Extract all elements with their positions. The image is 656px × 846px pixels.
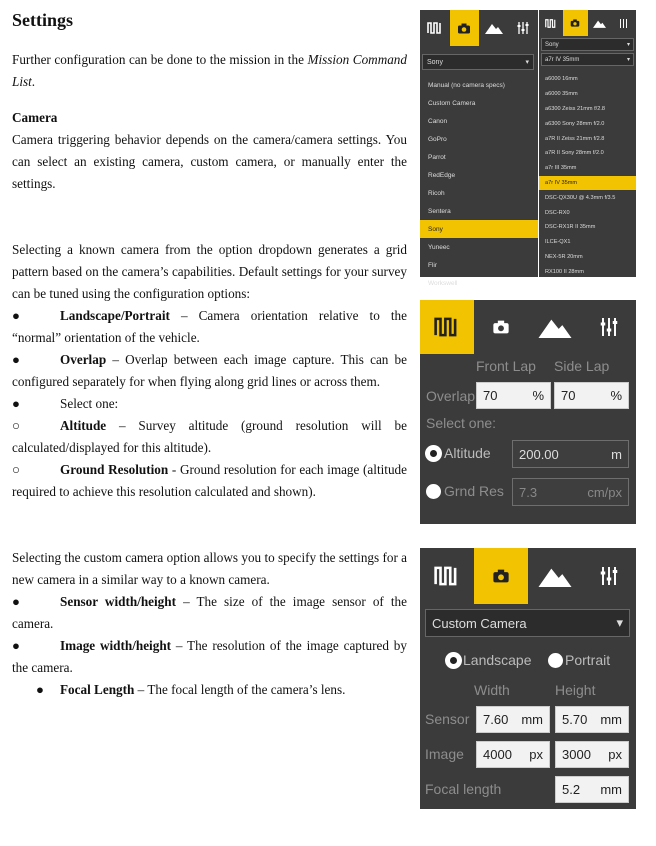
tab-survey[interactable] xyxy=(420,548,474,604)
tab-camera[interactable] xyxy=(474,548,528,604)
list-item[interactable]: Flir xyxy=(428,261,438,269)
tab-sliders[interactable] xyxy=(509,10,539,46)
camera-icon xyxy=(492,320,510,334)
focal-length-input[interactable]: 5.2 mm xyxy=(555,776,629,803)
tab-terrain[interactable] xyxy=(479,10,509,46)
camera-icon xyxy=(457,23,471,34)
grnd-res-radio[interactable]: Grnd Res xyxy=(426,483,504,499)
focal-length-label: Focal length xyxy=(425,781,502,797)
camera-icon xyxy=(570,19,580,27)
tab-survey[interactable] xyxy=(420,300,474,354)
page-title: Settings xyxy=(12,10,74,30)
list-item[interactable]: a6000 16mm xyxy=(545,76,578,83)
custom-camera-section xyxy=(12,547,407,701)
list-item[interactable]: Sony xyxy=(420,220,538,238)
list-item: ● Sensor width/height – The size of the image sensor of the camera. xyxy=(12,594,407,631)
tab-sliders[interactable] xyxy=(582,548,636,604)
camera-brand-list xyxy=(420,76,538,292)
front-lap-label: Front Lap xyxy=(476,358,536,374)
camera-section xyxy=(12,107,407,195)
list-item: ● Overlap – Overlap between each image capture. This can be configured separately for when flying along grid lines or across them. xyxy=(12,352,407,389)
sliders-icon xyxy=(619,19,628,28)
sliders-icon xyxy=(600,566,618,586)
list-item[interactable]: DSC-RX0 xyxy=(545,209,570,216)
front-lap-input[interactable]: 70 % xyxy=(476,382,551,409)
radio-selected-icon xyxy=(446,653,461,668)
sensor-height-input[interactable]: 5.70 mm xyxy=(555,706,629,733)
sliders-icon xyxy=(600,317,618,337)
intro-paragraph: Further configuration can be done to the mission in the Mission Command List. xyxy=(12,52,407,89)
height-label: Height xyxy=(555,682,596,698)
camera-type-dropdown[interactable]: Custom Camera ▾ xyxy=(425,609,630,637)
portrait-radio[interactable]: Portrait xyxy=(548,652,610,668)
terrain-icon xyxy=(538,316,572,338)
landscape-radio[interactable]: Landscape xyxy=(446,652,532,668)
camera-brand-dropdown[interactable]: Sony ▾ xyxy=(422,54,534,70)
list-item[interactable]: Ricoh xyxy=(428,189,445,197)
image-width-input[interactable]: 4000 px xyxy=(476,741,550,768)
list-item[interactable]: RedEdge xyxy=(428,171,456,179)
camera-model-dropdown[interactable]: a7r IV 35mm ▾ xyxy=(541,53,634,66)
grnd-res-input[interactable]: 7.3 cm/px xyxy=(512,478,629,506)
list-item[interactable]: DSC-QX30U @ 4.3mm f/3.5 xyxy=(545,194,616,201)
tab-survey[interactable] xyxy=(539,10,563,36)
list-item[interactable]: Canon xyxy=(428,117,448,125)
list-item[interactable]: a6300 Sony 28mm f/2.0 xyxy=(545,120,605,127)
custom-camera-panel xyxy=(420,548,636,809)
list-item[interactable]: a6300 Zeiss 21mm f/2.8 xyxy=(545,105,606,112)
chevron-down-icon: ▾ xyxy=(525,59,529,66)
tab-survey[interactable] xyxy=(420,10,450,46)
terrain-icon xyxy=(593,19,606,28)
chevron-down-icon: ▾ xyxy=(616,615,623,630)
list-item[interactable]: a6000 35mm xyxy=(545,91,578,98)
list-item[interactable]: GoPro xyxy=(428,135,447,143)
camera-icon xyxy=(492,569,510,583)
radio-unselected-icon xyxy=(548,653,563,668)
sliders-icon xyxy=(517,22,529,34)
mission-command-list-ref: Mission Command List xyxy=(12,52,407,89)
tab-sliders[interactable] xyxy=(612,10,636,36)
image-label: Image xyxy=(425,746,464,762)
known-camera-paragraph: Selecting a known camera from the option dropdown generates a grid pattern based on the camera’s capabilities. Default settings for your survey can be tuned using the configuration options: xyxy=(12,242,407,301)
camera-heading: Camera xyxy=(12,110,58,125)
survey-pattern-icon xyxy=(434,566,460,586)
list-item[interactable]: RX100 II 28mm xyxy=(545,268,584,275)
list-item[interactable]: a7r III 35mm xyxy=(545,165,577,172)
list-item: ○ Altitude – Survey altitude (ground resolution will be calculated/displayed for this altitude). xyxy=(12,418,407,455)
list-item: ● Focal Length – The focal length of the camera’s lens. xyxy=(36,682,346,697)
known-camera-section xyxy=(12,239,407,503)
select-one-label: Select one: xyxy=(426,415,497,431)
list-item[interactable]: Sentera xyxy=(428,207,451,215)
chevron-down-icon: ▾ xyxy=(626,57,630,63)
camera-model-list xyxy=(539,72,636,279)
tab-camera[interactable] xyxy=(474,300,528,354)
survey-pattern-icon xyxy=(545,19,557,28)
list-item: ● Image width/height – The resolution of the image captured by the camera. xyxy=(12,638,407,675)
camera-model-panel xyxy=(539,10,636,277)
list-item: ● Landscape/Portrait – Camera orientation relative to the “normal” orientation of the vehicle. xyxy=(12,308,407,345)
overlap-panel xyxy=(420,300,636,524)
list-item[interactable]: ILCE-QX1 xyxy=(545,239,571,246)
terrain-icon xyxy=(538,565,572,587)
radio-selected-icon xyxy=(426,446,441,461)
survey-pattern-icon xyxy=(427,22,443,34)
sensor-width-input[interactable]: 7.60 mm xyxy=(476,706,550,733)
camera-brand-dropdown[interactable]: Sony ▾ xyxy=(541,38,634,51)
tab-terrain[interactable] xyxy=(528,300,582,354)
list-item: ● Select one: xyxy=(12,396,119,411)
list-item[interactable]: Parrot xyxy=(428,153,446,161)
side-lap-input[interactable]: 70 % xyxy=(554,382,629,409)
list-item[interactable]: Yuneec xyxy=(428,243,450,251)
chevron-down-icon: ▾ xyxy=(626,42,630,48)
tab-sliders[interactable] xyxy=(582,300,636,354)
radio-unselected-icon xyxy=(426,484,441,499)
list-item[interactable]: a7r IV 35mm xyxy=(539,176,636,191)
sensor-label: Sensor xyxy=(425,711,470,727)
list-item[interactable]: Workswell xyxy=(428,279,458,287)
survey-pattern-icon xyxy=(434,317,460,337)
overlap-label: Overlap xyxy=(426,388,476,404)
tab-terrain[interactable] xyxy=(528,548,582,604)
width-label: Width xyxy=(474,682,510,698)
terrain-icon xyxy=(485,22,503,34)
list-item[interactable]: Manual (no camera specs) xyxy=(428,81,505,89)
list-item[interactable]: DSC-RX1R II 35mm xyxy=(545,224,596,231)
list-item[interactable]: Custom Camera xyxy=(428,99,476,107)
side-lap-label: Side Lap xyxy=(554,358,610,374)
list-item[interactable]: a7R II Zeiss 21mm f/2.8 xyxy=(545,135,605,142)
tab-camera[interactable] xyxy=(563,10,587,36)
list-item[interactable]: a7R II Sony 28mm f/2.0 xyxy=(545,150,604,157)
image-height-input[interactable]: 3000 px xyxy=(555,741,629,768)
camera-paragraph: Camera triggering behavior depends on the camera/camera settings. You can select an existing camera, custom camera, or manually enter the settings. xyxy=(12,132,407,191)
camera-brand-panel xyxy=(420,10,538,287)
custom-camera-paragraph: Selecting the custom camera option allows you to specify the settings for a new camera in a similar way to a known camera. xyxy=(12,550,407,587)
tab-terrain[interactable] xyxy=(588,10,612,36)
list-item: ○ Ground Resolution - Ground resolution for each image (altitude required to achieve this resolution calculated and shown). xyxy=(12,462,407,499)
altitude-radio[interactable]: Altitude xyxy=(426,445,491,461)
list-item[interactable]: NEX-5R 20mm xyxy=(545,253,583,260)
altitude-input[interactable]: 200.00 m xyxy=(512,440,629,468)
tab-camera[interactable] xyxy=(450,10,480,46)
